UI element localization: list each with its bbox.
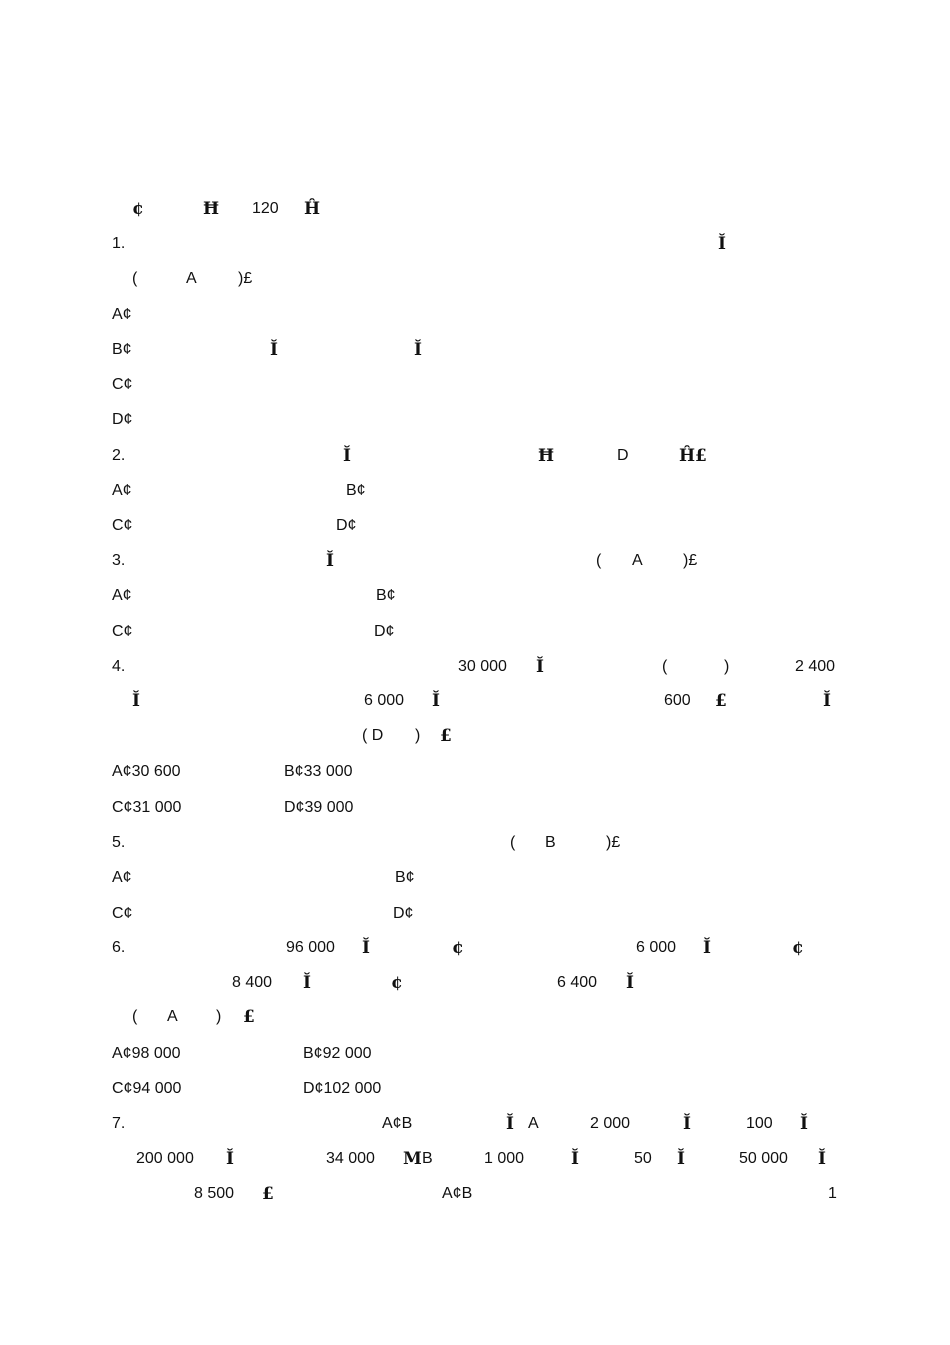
symbol-glyph: ¢: [452, 938, 464, 958]
text-fragment: C¢: [112, 905, 133, 922]
text-fragment: D¢: [112, 411, 133, 428]
q3-options-cd: [0, 621, 760, 645]
text-fragment: B: [422, 1150, 433, 1167]
text-fragment: ): [216, 1008, 222, 1025]
text-fragment: 2 000: [590, 1115, 631, 1132]
symbol-glyph: Ĭ: [343, 446, 351, 466]
text-fragment: 600: [664, 692, 691, 709]
text-fragment: C¢: [112, 376, 133, 393]
text-fragment: D: [617, 447, 629, 464]
text-fragment: A¢: [112, 869, 132, 886]
question-2: [0, 445, 760, 469]
symbol-glyph: Ĭ: [414, 340, 422, 360]
question-4-answer: [0, 725, 760, 749]
text-fragment: 6 000: [364, 692, 405, 709]
text-fragment: ): [724, 658, 730, 675]
symbol-glyph: ¢: [391, 973, 403, 993]
question-5: [0, 832, 760, 856]
text-fragment: A¢B: [382, 1115, 413, 1132]
q5-options-cd: [0, 903, 760, 927]
symbol-glyph: Ĭ: [362, 938, 370, 958]
text-fragment: 5.: [112, 834, 126, 851]
text-fragment: B¢33 000: [284, 763, 353, 780]
text-fragment: A: [167, 1008, 178, 1025]
text-fragment: )£: [683, 552, 698, 569]
symbol-glyph: Ĭ: [677, 1149, 685, 1169]
text-fragment: 3.: [112, 552, 126, 569]
text-fragment: A¢: [112, 482, 132, 499]
symbol-glyph: Ĭ: [270, 340, 278, 360]
text-fragment: 2 400: [795, 658, 836, 675]
text-fragment: (: [132, 270, 138, 287]
q6-options-ab: [0, 1043, 760, 1067]
text-fragment: 120: [252, 200, 279, 217]
text-fragment: D¢39 000: [284, 799, 354, 816]
text-fragment: 50 000: [739, 1150, 788, 1167]
q1-option-b: [0, 339, 760, 363]
text-fragment: (: [510, 834, 516, 851]
text-fragment: 34 000: [326, 1150, 375, 1167]
q6-options-cd: [0, 1078, 760, 1102]
symbol-glyph: Ħ: [538, 446, 555, 466]
q4-options-cd: [0, 797, 760, 821]
question-3: [0, 550, 760, 574]
text-fragment: 200 000: [136, 1150, 194, 1167]
symbol-glyph: Ĭ: [506, 1114, 514, 1134]
text-fragment: A¢98 000: [112, 1045, 181, 1062]
symbol-glyph: Ĭ: [626, 973, 634, 993]
text-fragment: A: [632, 552, 643, 569]
symbol-glyph: £: [715, 691, 727, 711]
text-fragment: B¢: [346, 482, 366, 499]
question-7-cont: [0, 1148, 826, 1172]
text-fragment: ( D: [362, 727, 384, 744]
section-header: [0, 198, 760, 222]
text-fragment: A¢B: [442, 1185, 473, 1202]
text-fragment: (: [662, 658, 668, 675]
symbol-glyph: Ĭ: [703, 938, 711, 958]
text-fragment: )£: [606, 834, 621, 851]
symbol-glyph: Ĭ: [683, 1114, 691, 1134]
text-fragment: B¢: [376, 587, 396, 604]
text-fragment: 1: [828, 1185, 837, 1202]
text-fragment: 30 000: [458, 658, 507, 675]
question-4-cont: [0, 690, 831, 714]
text-fragment: C¢: [112, 623, 133, 640]
text-fragment: A¢: [112, 306, 132, 323]
text-fragment: D¢102 000: [303, 1080, 382, 1097]
text-fragment: 6.: [112, 939, 126, 956]
text-fragment: C¢31 000: [112, 799, 182, 816]
text-fragment: B¢92 000: [303, 1045, 372, 1062]
text-fragment: 8 500: [194, 1185, 235, 1202]
text-fragment: A: [528, 1115, 539, 1132]
text-fragment: 100: [746, 1115, 773, 1132]
symbol-glyph: Ĭ: [823, 691, 831, 711]
symbol-glyph: Ĥ: [304, 199, 321, 219]
symbol-glyph: Ĭ: [326, 551, 334, 571]
question-6-cont: [0, 972, 760, 996]
question-4: [0, 656, 836, 680]
text-fragment: (: [132, 1008, 138, 1025]
text-fragment: B¢: [395, 869, 415, 886]
symbol-glyph: Ĭ: [226, 1149, 234, 1169]
question-6: [0, 937, 804, 961]
symbol-glyph: Ĭ: [132, 691, 140, 711]
text-fragment: D¢: [374, 623, 395, 640]
text-fragment: 96 000: [286, 939, 335, 956]
symbol-glyph: Ĭ: [303, 973, 311, 993]
q5-options-ab: [0, 867, 760, 891]
question-6-answer: [0, 1006, 760, 1030]
text-fragment: C¢: [112, 517, 133, 534]
text-fragment: B¢: [112, 341, 132, 358]
text-fragment: 6 000: [636, 939, 677, 956]
text-fragment: 50: [634, 1150, 652, 1167]
symbol-glyph: ¢: [132, 199, 144, 219]
question-1-answer: [0, 268, 760, 292]
text-fragment: 2.: [112, 447, 126, 464]
symbol-glyph: £: [262, 1184, 274, 1204]
text-fragment: 8 400: [232, 974, 273, 991]
q1-option-d: [0, 409, 760, 433]
text-fragment: D¢: [336, 517, 357, 534]
text-fragment: 6 400: [557, 974, 598, 991]
symbol-glyph: M: [403, 1149, 422, 1169]
text-fragment: C¢94 000: [112, 1080, 182, 1097]
symbol-glyph: Ĥ£: [679, 446, 707, 466]
text-fragment: 4.: [112, 658, 126, 675]
symbol-glyph: £: [243, 1007, 255, 1027]
symbol-glyph: Ĭ: [571, 1149, 579, 1169]
text-fragment: 1 000: [484, 1150, 525, 1167]
symbol-glyph: Ĭ: [818, 1149, 826, 1169]
q2-options-cd: [0, 515, 760, 539]
symbol-glyph: Ĭ: [536, 657, 544, 677]
text-fragment: )£: [238, 270, 253, 287]
symbol-glyph: ¢: [792, 938, 804, 958]
symbol-glyph: Ĭ: [432, 691, 440, 711]
q2-options-ab: [0, 480, 760, 504]
question-7: [0, 1113, 808, 1137]
text-fragment: A¢30 600: [112, 763, 181, 780]
text-fragment: B: [545, 834, 556, 851]
text-fragment: A¢: [112, 587, 132, 604]
q1-option-c: [0, 374, 760, 398]
symbol-glyph: Ħ: [203, 199, 220, 219]
question-1: [0, 233, 760, 257]
text-fragment: (: [596, 552, 602, 569]
q1-option-a: [0, 304, 760, 328]
q4-options-ab: [0, 761, 760, 785]
text-fragment: 7.: [112, 1115, 126, 1132]
text-fragment: ): [415, 727, 421, 744]
text-fragment: 1.: [112, 235, 126, 252]
text-fragment: D¢: [393, 905, 414, 922]
symbol-glyph: Ĭ: [800, 1114, 808, 1134]
question-7-cont-2: [0, 1183, 837, 1207]
q3-options-ab: [0, 585, 760, 609]
symbol-glyph: Ĭ: [718, 234, 726, 254]
symbol-glyph: £: [440, 726, 452, 746]
text-fragment: A: [186, 270, 197, 287]
